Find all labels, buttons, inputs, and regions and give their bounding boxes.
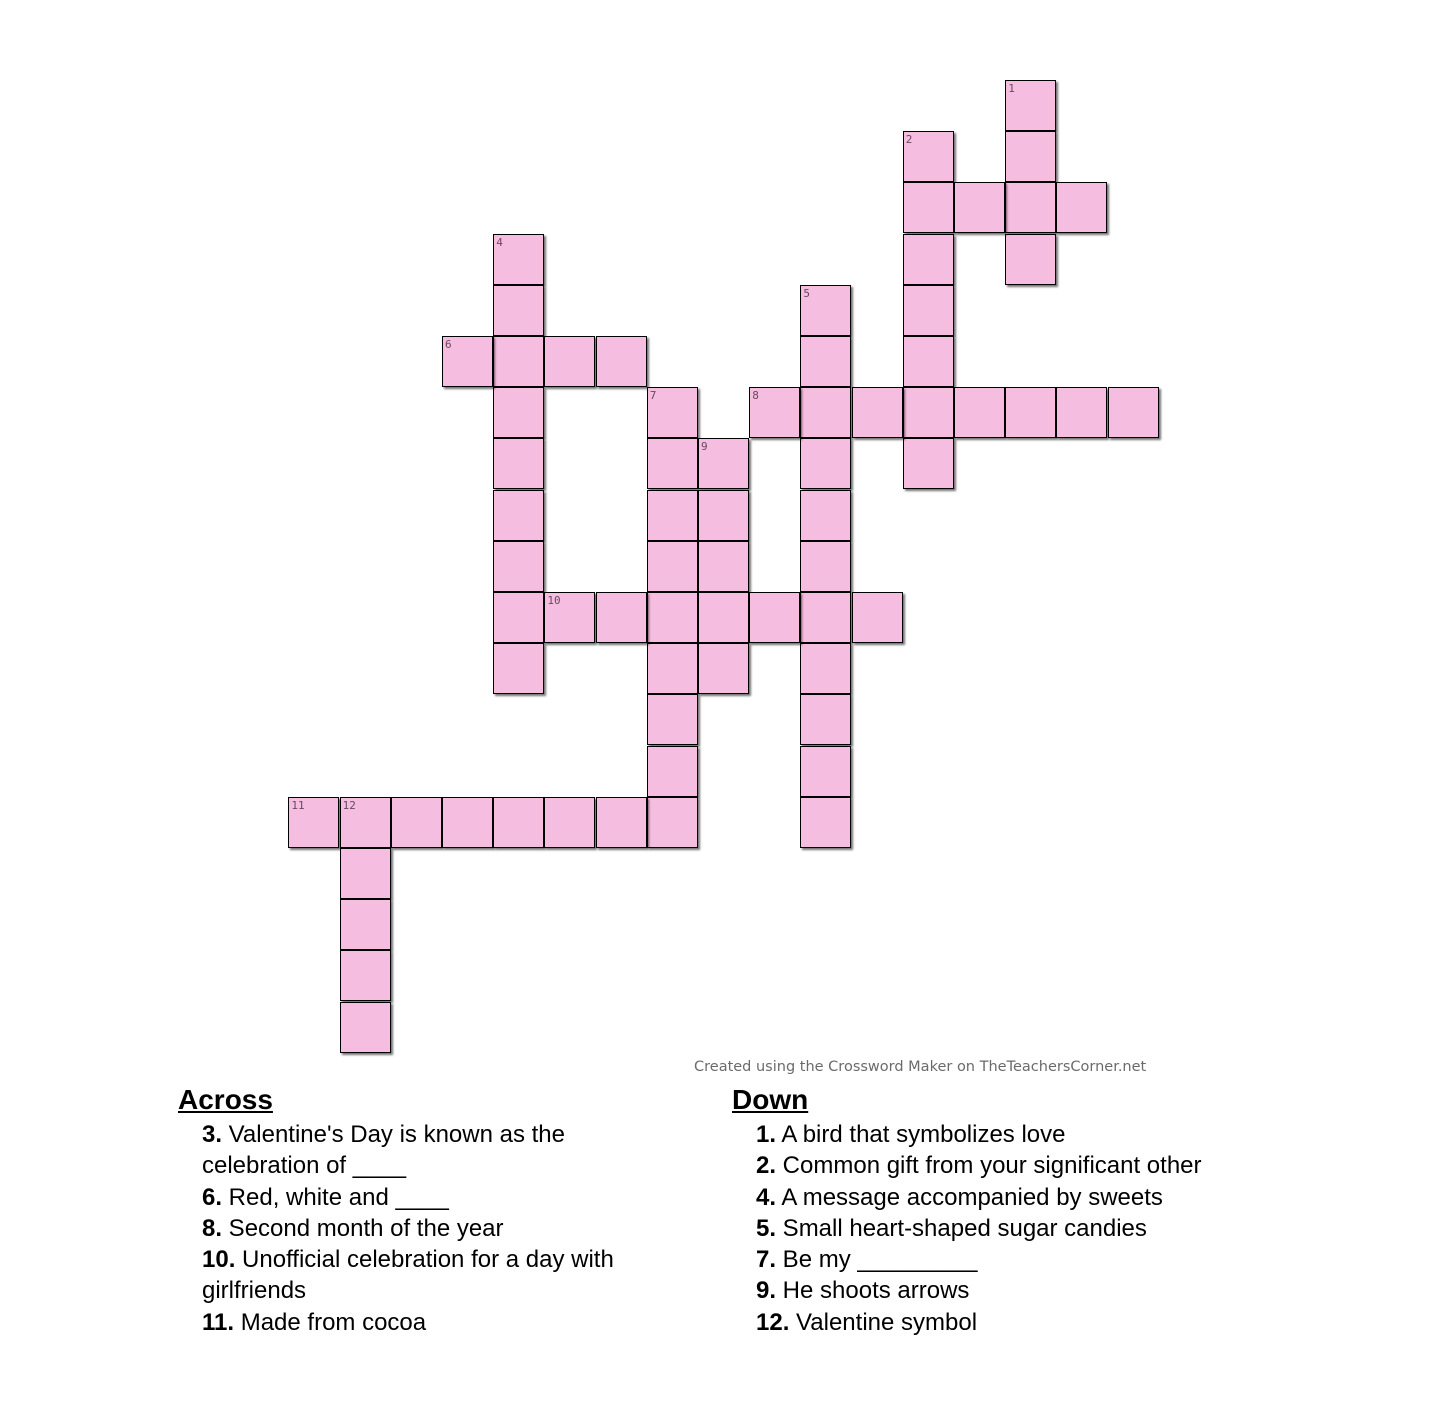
grid-cell[interactable] (647, 438, 698, 489)
grid-cell[interactable] (647, 490, 698, 541)
clue-number-label: 1 (1008, 82, 1015, 95)
grid-cell[interactable] (340, 848, 391, 899)
grid-cell[interactable] (493, 643, 544, 694)
grid-cell[interactable] (903, 336, 954, 387)
clue-text: Be my _________ (776, 1246, 978, 1274)
down-clue (756, 1213, 1292, 1244)
clue-number-label: 10 (547, 594, 561, 607)
across-clue (202, 1307, 668, 1338)
clue-text: Red, white and ____ (222, 1183, 449, 1211)
clue-number: 7. (756, 1246, 777, 1274)
clue-number-label: 5 (803, 286, 811, 300)
clue-text: A message accompanied by sweets (776, 1183, 1163, 1211)
down-clue (756, 1182, 1292, 1213)
grid-cell[interactable] (800, 438, 851, 489)
grid-cell[interactable] (442, 336, 493, 387)
clue-text: Small heart-shaped sugar candies (776, 1214, 1147, 1242)
across-clue (202, 1213, 668, 1244)
across-clue (202, 1119, 668, 1182)
grid-cell[interactable] (340, 950, 391, 1001)
grid-cell[interactable] (800, 694, 851, 745)
grid-cell[interactable] (852, 592, 903, 643)
down-clue-list (756, 1119, 1292, 1338)
clue-number: 3. (202, 1121, 223, 1148)
grid-cell[interactable] (1056, 182, 1107, 233)
grid-cell[interactable] (749, 387, 800, 438)
grid-cell[interactable] (544, 797, 595, 848)
grid-cell[interactable] (647, 694, 698, 745)
grid-cell[interactable] (647, 643, 698, 694)
clue-text: Common gift from your significant other (776, 1152, 1202, 1180)
clue-text: Valentine's Day is known as the celebration of ____ (202, 1121, 565, 1180)
grid-cell[interactable] (647, 797, 698, 848)
grid-cell[interactable] (800, 746, 851, 797)
grid-cell[interactable] (1005, 234, 1056, 285)
clue-text: He shoots arrows (776, 1277, 970, 1305)
grid-cell[interactable] (596, 336, 647, 387)
across-heading: Across (178, 1084, 273, 1115)
across-clues (178, 1083, 668, 1338)
grid-cell[interactable] (903, 131, 954, 182)
grid-cell[interactable] (698, 592, 749, 643)
grid-cell[interactable] (1005, 182, 1056, 233)
grid-cell[interactable] (1005, 131, 1056, 182)
grid-cell[interactable] (749, 592, 800, 643)
grid-cell[interactable] (698, 438, 749, 489)
grid-cell[interactable] (1005, 80, 1056, 131)
grid-cell[interactable] (647, 746, 698, 797)
grid-cell[interactable] (903, 438, 954, 489)
clue-number-label: 8 (752, 389, 759, 403)
grid-cell[interactable] (698, 541, 749, 592)
grid-cell[interactable] (954, 387, 1005, 438)
grid-cell[interactable] (852, 387, 903, 438)
grid-cell[interactable] (800, 541, 851, 592)
grid-cell[interactable] (596, 592, 647, 643)
clue-text: Second month of the year (222, 1214, 504, 1242)
across-clue (202, 1182, 668, 1213)
down-clue (756, 1244, 1292, 1275)
grid-cell[interactable] (544, 592, 595, 643)
clue-number: 12. (756, 1308, 790, 1336)
grid-cell[interactable] (903, 387, 954, 438)
grid-cell[interactable] (903, 285, 954, 336)
grid-cell[interactable] (647, 387, 698, 438)
grid-cell[interactable] (493, 234, 544, 285)
credit-line: Created using the Crossword Maker on TheTeachersCorner.net (694, 1059, 1147, 1075)
down-clue (756, 1150, 1292, 1181)
grid-cell[interactable] (1005, 387, 1056, 438)
grid-cell[interactable] (800, 490, 851, 541)
grid-cell[interactable] (596, 797, 647, 848)
grid-cell[interactable] (698, 643, 749, 694)
grid-cell[interactable] (391, 797, 442, 848)
grid-cell[interactable] (903, 234, 954, 285)
clue-number: 1. (756, 1121, 777, 1148)
clue-text: Made from cocoa (234, 1308, 427, 1336)
grid-cell[interactable] (493, 490, 544, 541)
clue-text: Valentine symbol (789, 1308, 978, 1336)
across-clue (202, 1244, 668, 1307)
grid-cell[interactable] (698, 490, 749, 541)
grid-cell[interactable] (493, 387, 544, 438)
clue-text: A bird that symbolizes love (776, 1121, 1066, 1148)
grid-cell[interactable] (493, 541, 544, 592)
clue-text: Unofficial celebration for a day with girlfriends (202, 1246, 614, 1305)
grid-cell[interactable] (1056, 387, 1107, 438)
across-clue-list (202, 1119, 668, 1338)
clue-number-label: 7 (649, 389, 657, 403)
clue-number: 5. (756, 1214, 777, 1242)
grid-cell[interactable] (800, 285, 851, 336)
clue-number: 8. (202, 1214, 223, 1242)
grid-cell[interactable] (1108, 387, 1159, 438)
clue-number-label: 6 (445, 338, 452, 351)
grid-cell[interactable] (340, 899, 391, 950)
clue-number-label: 11 (291, 798, 305, 812)
down-clue (756, 1307, 1292, 1338)
grid-cell[interactable] (288, 797, 339, 848)
clue-number: 4. (756, 1183, 777, 1211)
grid-cell[interactable] (800, 592, 851, 643)
clue-number: 2. (756, 1152, 777, 1180)
grid-cell[interactable] (493, 285, 544, 336)
clue-number: 11. (202, 1308, 235, 1336)
grid-cell[interactable] (493, 438, 544, 489)
grid-cell[interactable] (442, 797, 493, 848)
clue-number: 9. (756, 1277, 777, 1305)
grid-cell[interactable] (800, 387, 851, 438)
grid-cell[interactable] (493, 592, 544, 643)
clue-number-label: 4 (496, 235, 503, 249)
clue-number-label: 2 (905, 133, 913, 147)
grid-cell[interactable] (340, 797, 391, 848)
grid-cell[interactable] (903, 182, 954, 233)
down-clues (732, 1083, 1292, 1338)
down-heading: Down (732, 1084, 809, 1115)
grid-cell[interactable] (647, 592, 698, 643)
clue-number: 6. (202, 1183, 223, 1211)
grid-cell[interactable] (954, 182, 1005, 233)
clue-number-label: 12 (342, 798, 356, 812)
grid-cell[interactable] (493, 797, 544, 848)
grid-cell[interactable] (800, 643, 851, 694)
grid-cell[interactable] (647, 541, 698, 592)
down-clue (756, 1275, 1292, 1306)
grid-cell[interactable] (800, 797, 851, 848)
clue-number-label: 9 (701, 440, 708, 454)
clue-number: 10. (202, 1246, 236, 1274)
grid-cell[interactable] (340, 1002, 391, 1053)
grid-cell[interactable] (493, 336, 544, 387)
down-clue (756, 1119, 1292, 1150)
grid-cell[interactable] (800, 336, 851, 387)
grid-cell[interactable] (544, 336, 595, 387)
